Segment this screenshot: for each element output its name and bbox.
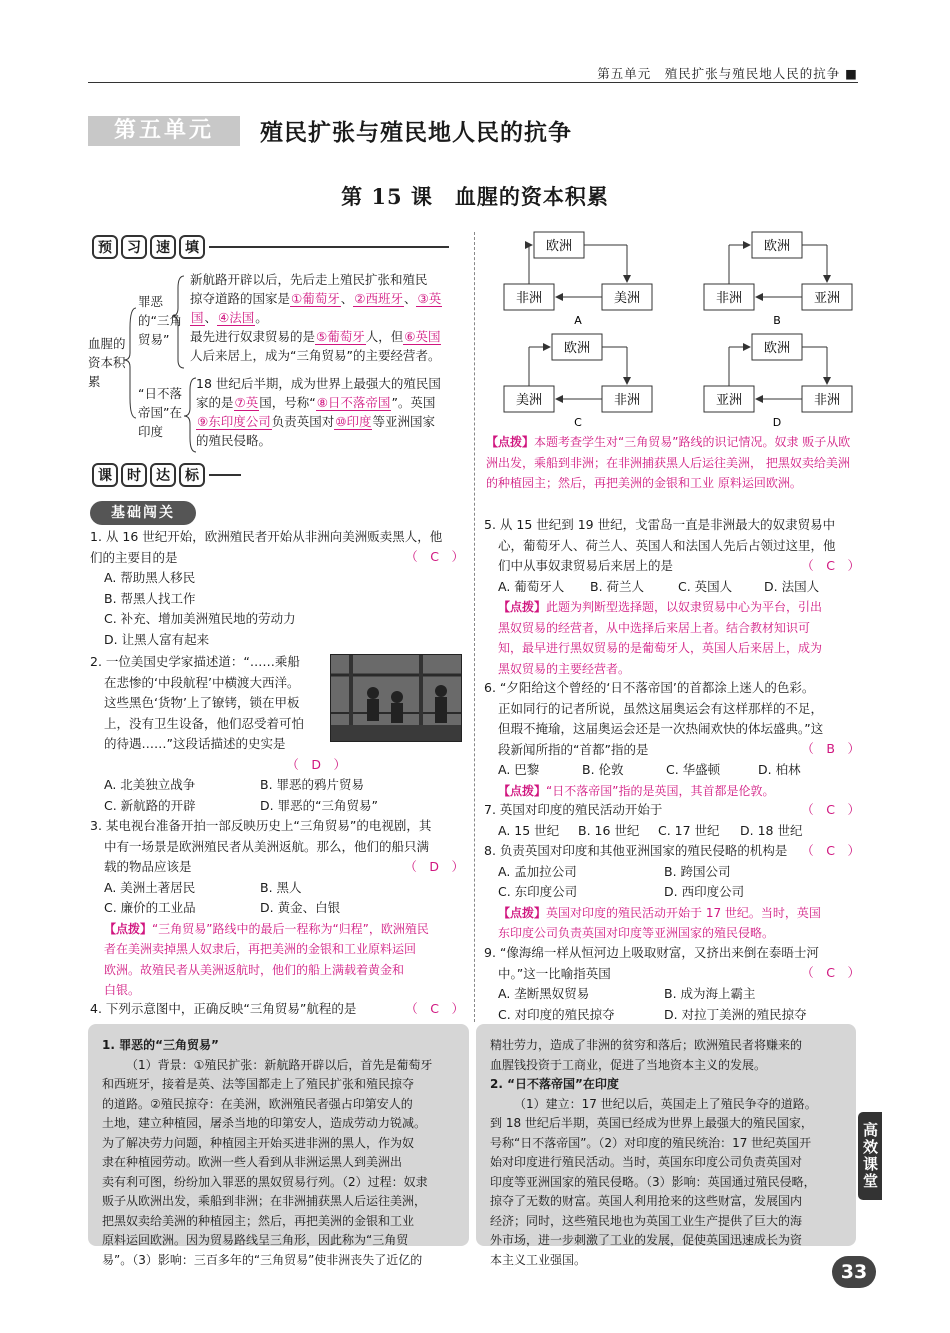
tip-q3: 【点拨】“三角贸易”路线中的最后一程称为“归程”，欧洲殖民 者在美洲卖掉黑人奴隶后，再把美洲的金银和工业原料运回 欧洲。故殖民者从美洲返航时，他们的船上满载着黄金和 白银。 bbox=[104, 921, 429, 997]
question-7: 7. 英国对印度的殖民活动开始于 （ C ） A. 15 世纪 B. 16 世纪 C. 17 世纪 D. 18 世纪 bbox=[484, 802, 860, 838]
tip-q8: 【点拨】英国对印度的殖民活动开始于 17 世纪。当时，英国 东印度公司负责英国对印度等亚洲国家的殖民侵略。 bbox=[498, 905, 821, 940]
question-5: 5. 从 15 世纪到 19 世纪，戈雷岛一直是非洲最大的奴隶贸易中 心，葡萄牙人、荷兰人、英国人和法国人先后占领过这里，他 们中从事奴隶贸易后来居上的是 （ C ） A. 葡萄牙人 B. 荷兰人 C. 英国人 D. 法国人 【点拨】此题为判断型选择题，以奴隶贸易中心为平台，引出 黑奴贸易的经营者，从中选择后来居上者。结合教材知识可 知，最早进行黑奴贸易的是葡萄牙人，英国人后来居上，成为 黑奴贸易的主要经营者。 bbox=[484, 515, 860, 679]
question-6: 6. “夕阳给这个曾经的‘日不落帝国’的首都涂上迷人的色彩。 正如同行的记者所说，虽然这届奥运会有这样那样的不足， 但瑕不掩瑜，这届奥运会还是一次热闹欢快的体坛盛典。”这 段新闻所指的“首都”指的是 （ B ） A. 巴黎 B. 伦敦 C. 华盛顿 D. 柏林 【点拨】“日不落帝国”指的是英国，其首都是伦敦。 bbox=[484, 678, 860, 801]
section-char: 课 bbox=[92, 463, 118, 487]
svg-text:B: B bbox=[773, 314, 781, 327]
answer-q2: （ D ） bbox=[286, 756, 346, 772]
question-8: 8. 负责英国对印度和其他亚洲国家的殖民侵略的机构是 （ C ） A. 孟加拉公司 B. 跨国公司 C. 东印度公司 D. 西印度公司 【点拨】英国对印度的殖民活动开始于 17 世纪。当时，英国 东印度公司负责英国对印度等亚洲国家的殖民侵略。 bbox=[484, 841, 860, 944]
svg-text:欧洲: 欧洲 bbox=[763, 239, 791, 254]
lesson-title: 第 15 课 血腥的资本积累 bbox=[341, 184, 609, 209]
tip-q6: 【点拨】“日不落帝国”指的是英国，其首都是伦敦。 bbox=[498, 783, 775, 798]
page-number: 33 bbox=[832, 1256, 876, 1288]
tree-branch1-content: 新航路开辟以后，先后走上殖民扩张和殖民 掠夺道路的国家是①葡萄牙、②西班牙、③英 国、④法国。 最先进行奴隶贸易的是⑤葡萄牙人，但⑥英国 人后来居上，成为“三角贸易”的主要经营者。 bbox=[190, 272, 442, 363]
tree-branch-empire-india: “日不落帝国”在印度 bbox=[138, 386, 182, 439]
svg-text:非洲: 非洲 bbox=[515, 291, 543, 306]
section-char: 达 bbox=[150, 463, 176, 487]
svg-text:欧洲: 欧洲 bbox=[545, 239, 573, 254]
side-tab: 高效课堂 bbox=[858, 1112, 882, 1200]
diagram-b bbox=[704, 232, 852, 327]
section-char: 速 bbox=[150, 235, 176, 259]
question-2: 2. 一位美国史学家描述道：“……乘船 在悲惨的‘中段航程’中横渡大西洋。 这些黑色‘货物’上了镣铐，锁在甲板 上，没有卫生设备，他们忍受着可怕 的待遇……”这段话描述的史实是 （ D ） A. 北美独立战争 B. 罪恶的鸦片贸易 C. 新航路的开辟 D. 罪恶的“三角贸易” bbox=[90, 652, 464, 816]
running-header: 第五单元 殖民扩张与殖民地人民的抗争 ■ bbox=[597, 66, 858, 81]
svg-text:美洲: 美洲 bbox=[515, 393, 543, 408]
question-1: 1. 从 16 世纪开始，欧洲殖民者开始从非洲向美洲贩卖黑人，他 们的主要目的是 （ C ） A. 帮助黑人移民 B. 帮黑人找工作 C. 补充、增加美洲殖民地的劳动力 D. 让黑人富有起来 bbox=[90, 529, 464, 647]
question-4: 4. 下列示意图中，正确反映“三角贸易”航程的是 （ C ） bbox=[90, 999, 464, 1020]
section-rule bbox=[209, 474, 241, 476]
question-3: 3. 某电视台准备开拍一部反映历史上“三角贸易”的电视剧，其 中有一场景是欧洲殖民者从美洲返航。那么，他们的船只满 载的物品应该是 （ D ） A. 美洲土著居民 B. 黑人 C. 廉价的工业品 D. 黄金、白银 【点拨】“三角贸易”路线中的最后一程称为“归程”，欧洲殖民 者在美洲卖掉黑人奴隶后，再把美洲的金银和工业原料运回 欧洲。故殖民者从美洲返航时，他们的船上满载着黄金和 白银。 bbox=[90, 816, 464, 1001]
answer-q9: （ C ） bbox=[801, 965, 860, 980]
notes-box-right: 精壮劳力，造成了非洲的贫穷和落后；欧洲殖民者将赚来的 血腥钱投资于工商业，促进了当地资本主义的发展。 2. “日不落帝国”在印度 （1）建立：17 世纪以后，英国走上了殖民争夺的道路。 到 18 世纪后半期，英国已经成为世界上最强大的殖民国家， 号称“日不落帝国”。（2）对印度的殖民统治：17 世纪英国开 始对印度进行殖民活动。当时，英国东印度公司负责英国对 印度等亚洲国家的殖民侵略。（3）影响：英国通过殖民侵略， 掠夺了无数的财富。英国人利用抢来的这些财富，发展国内 经济；同时，这些殖民地也为英国工业生产提供了巨大的海 外市场，进一步刺激了工业的发展，促使英国迅速成长为资 本主义工业强国。 bbox=[476, 1024, 856, 1246]
svg-text:C: C bbox=[574, 416, 582, 429]
svg-text:A: A bbox=[574, 314, 582, 327]
unit-label: 第五单元 bbox=[88, 116, 240, 146]
answer-q7: （ C ） bbox=[801, 802, 860, 817]
trade-route-diagrams bbox=[486, 228, 866, 430]
answer-q3: （ D ） bbox=[404, 859, 464, 874]
svg-text:非洲: 非洲 bbox=[813, 393, 841, 408]
section-char: 填 bbox=[179, 235, 205, 259]
svg-text:欧洲: 欧洲 bbox=[563, 341, 591, 356]
answer-q1: （ C ） bbox=[405, 549, 464, 564]
section-char: 时 bbox=[121, 463, 147, 487]
answer-q4: （ C ） bbox=[405, 1001, 464, 1016]
diagram-a bbox=[504, 232, 652, 327]
diagram-d bbox=[704, 334, 852, 429]
answer-q8: （ C ） bbox=[801, 843, 860, 858]
notes-box-left: 1. 罪恶的“三角贸易” （1）背景：①殖民扩张：新航路开辟以后，首先是葡萄牙 和西班牙，接着是英、法等国都走上了殖民扩张和殖民掠夺 的道路。②殖民掠夺：在美洲，欧洲殖民者强占印第安人的 土地，建立种植园，屠杀当地的印第安人，造成劳动力锐减。 为了解决劳力问题，种植园主开始买进非洲的黑人，作为奴 隶在种植园劳动。欧洲一些人看到从非洲运黑人到美洲出 卖有利可图，纷纷加入罪恶的黑奴贸易行列。（2）过程：奴隶 贩子从欧洲出发，乘船到非洲；在非洲捕获黑人后运往美洲， 把黑奴卖给美洲的种植园主；然后，再把美洲的金银和工业 原料运回欧洲。因为贸易路线呈三角形，因此称为“三角贸 易”。（3）影响：三百多年的“三角贸易”使非洲丧失了近亿的 bbox=[88, 1024, 469, 1246]
section-char: 标 bbox=[179, 463, 205, 487]
section-char: 习 bbox=[121, 235, 147, 259]
question-9: 9. “像海绵一样从恒河边上吸取财富，又挤出来倒在泰晤士河 中。”这一比喻指英国 （ C ） A. 垄断黑奴贸易 B. 成为海上霸主 C. 对印度的殖民掠夺 D. 对拉丁美洲的殖民掠夺 bbox=[484, 945, 860, 1022]
subsection-basic: 基础闯关 bbox=[90, 501, 196, 525]
answer-q6: （ B ） bbox=[801, 741, 860, 756]
diagram-c bbox=[504, 334, 652, 429]
svg-text:D: D bbox=[772, 416, 782, 429]
tree-root: 血腥的资本积累 bbox=[88, 336, 126, 389]
slave-ship-illustration bbox=[330, 654, 462, 742]
answer-q5: （ C ） bbox=[801, 558, 860, 573]
svg-text:亚洲: 亚洲 bbox=[813, 291, 841, 306]
svg-text:非洲: 非洲 bbox=[613, 393, 641, 408]
svg-text:亚洲: 亚洲 bbox=[715, 393, 743, 408]
section-preview bbox=[92, 234, 449, 260]
tip-q5: 【点拨】此题为判断型选择题，以奴隶贸易中心为平台，引出 黑奴贸易的经营者，从中选择后来居上者。结合教材知识可 知，最早进行黑奴贸易的是葡萄牙人，英国人后来居上，成为 黑奴贸易的主要经营者。 bbox=[498, 600, 823, 676]
tree-branch2-content: 18 世纪后半期，成为世界上最强大的殖民国 家的是⑦英国，号称“⑧日不落帝国”。英国 ⑨东印度公司负责英国对⑩印度等亚洲国家 的殖民侵略。 bbox=[196, 376, 441, 448]
svg-text:美洲: 美洲 bbox=[613, 291, 641, 306]
header-rule bbox=[88, 82, 858, 83]
section-rule bbox=[209, 246, 449, 248]
tip-q4: 【点拨】本题考查学生对“三角贸易”路线的识记情况。奴隶 贩子从欧洲出发，乘船到非洲；在非洲捕获黑人后运往美洲， 把黑奴卖给美洲的种植园主；然后，再把美洲的金银和工业 原料运回欧洲。 bbox=[486, 435, 851, 490]
section-char: 预 bbox=[92, 235, 118, 259]
svg-text:非洲: 非洲 bbox=[715, 291, 743, 306]
section-lesson-goals bbox=[92, 462, 241, 488]
tree-branch-triangle-trade: 罪恶的“三角贸易” bbox=[138, 294, 182, 347]
svg-text:欧洲: 欧洲 bbox=[763, 341, 791, 356]
unit-title: 殖民扩张与殖民地人民的抗争 bbox=[260, 120, 572, 146]
